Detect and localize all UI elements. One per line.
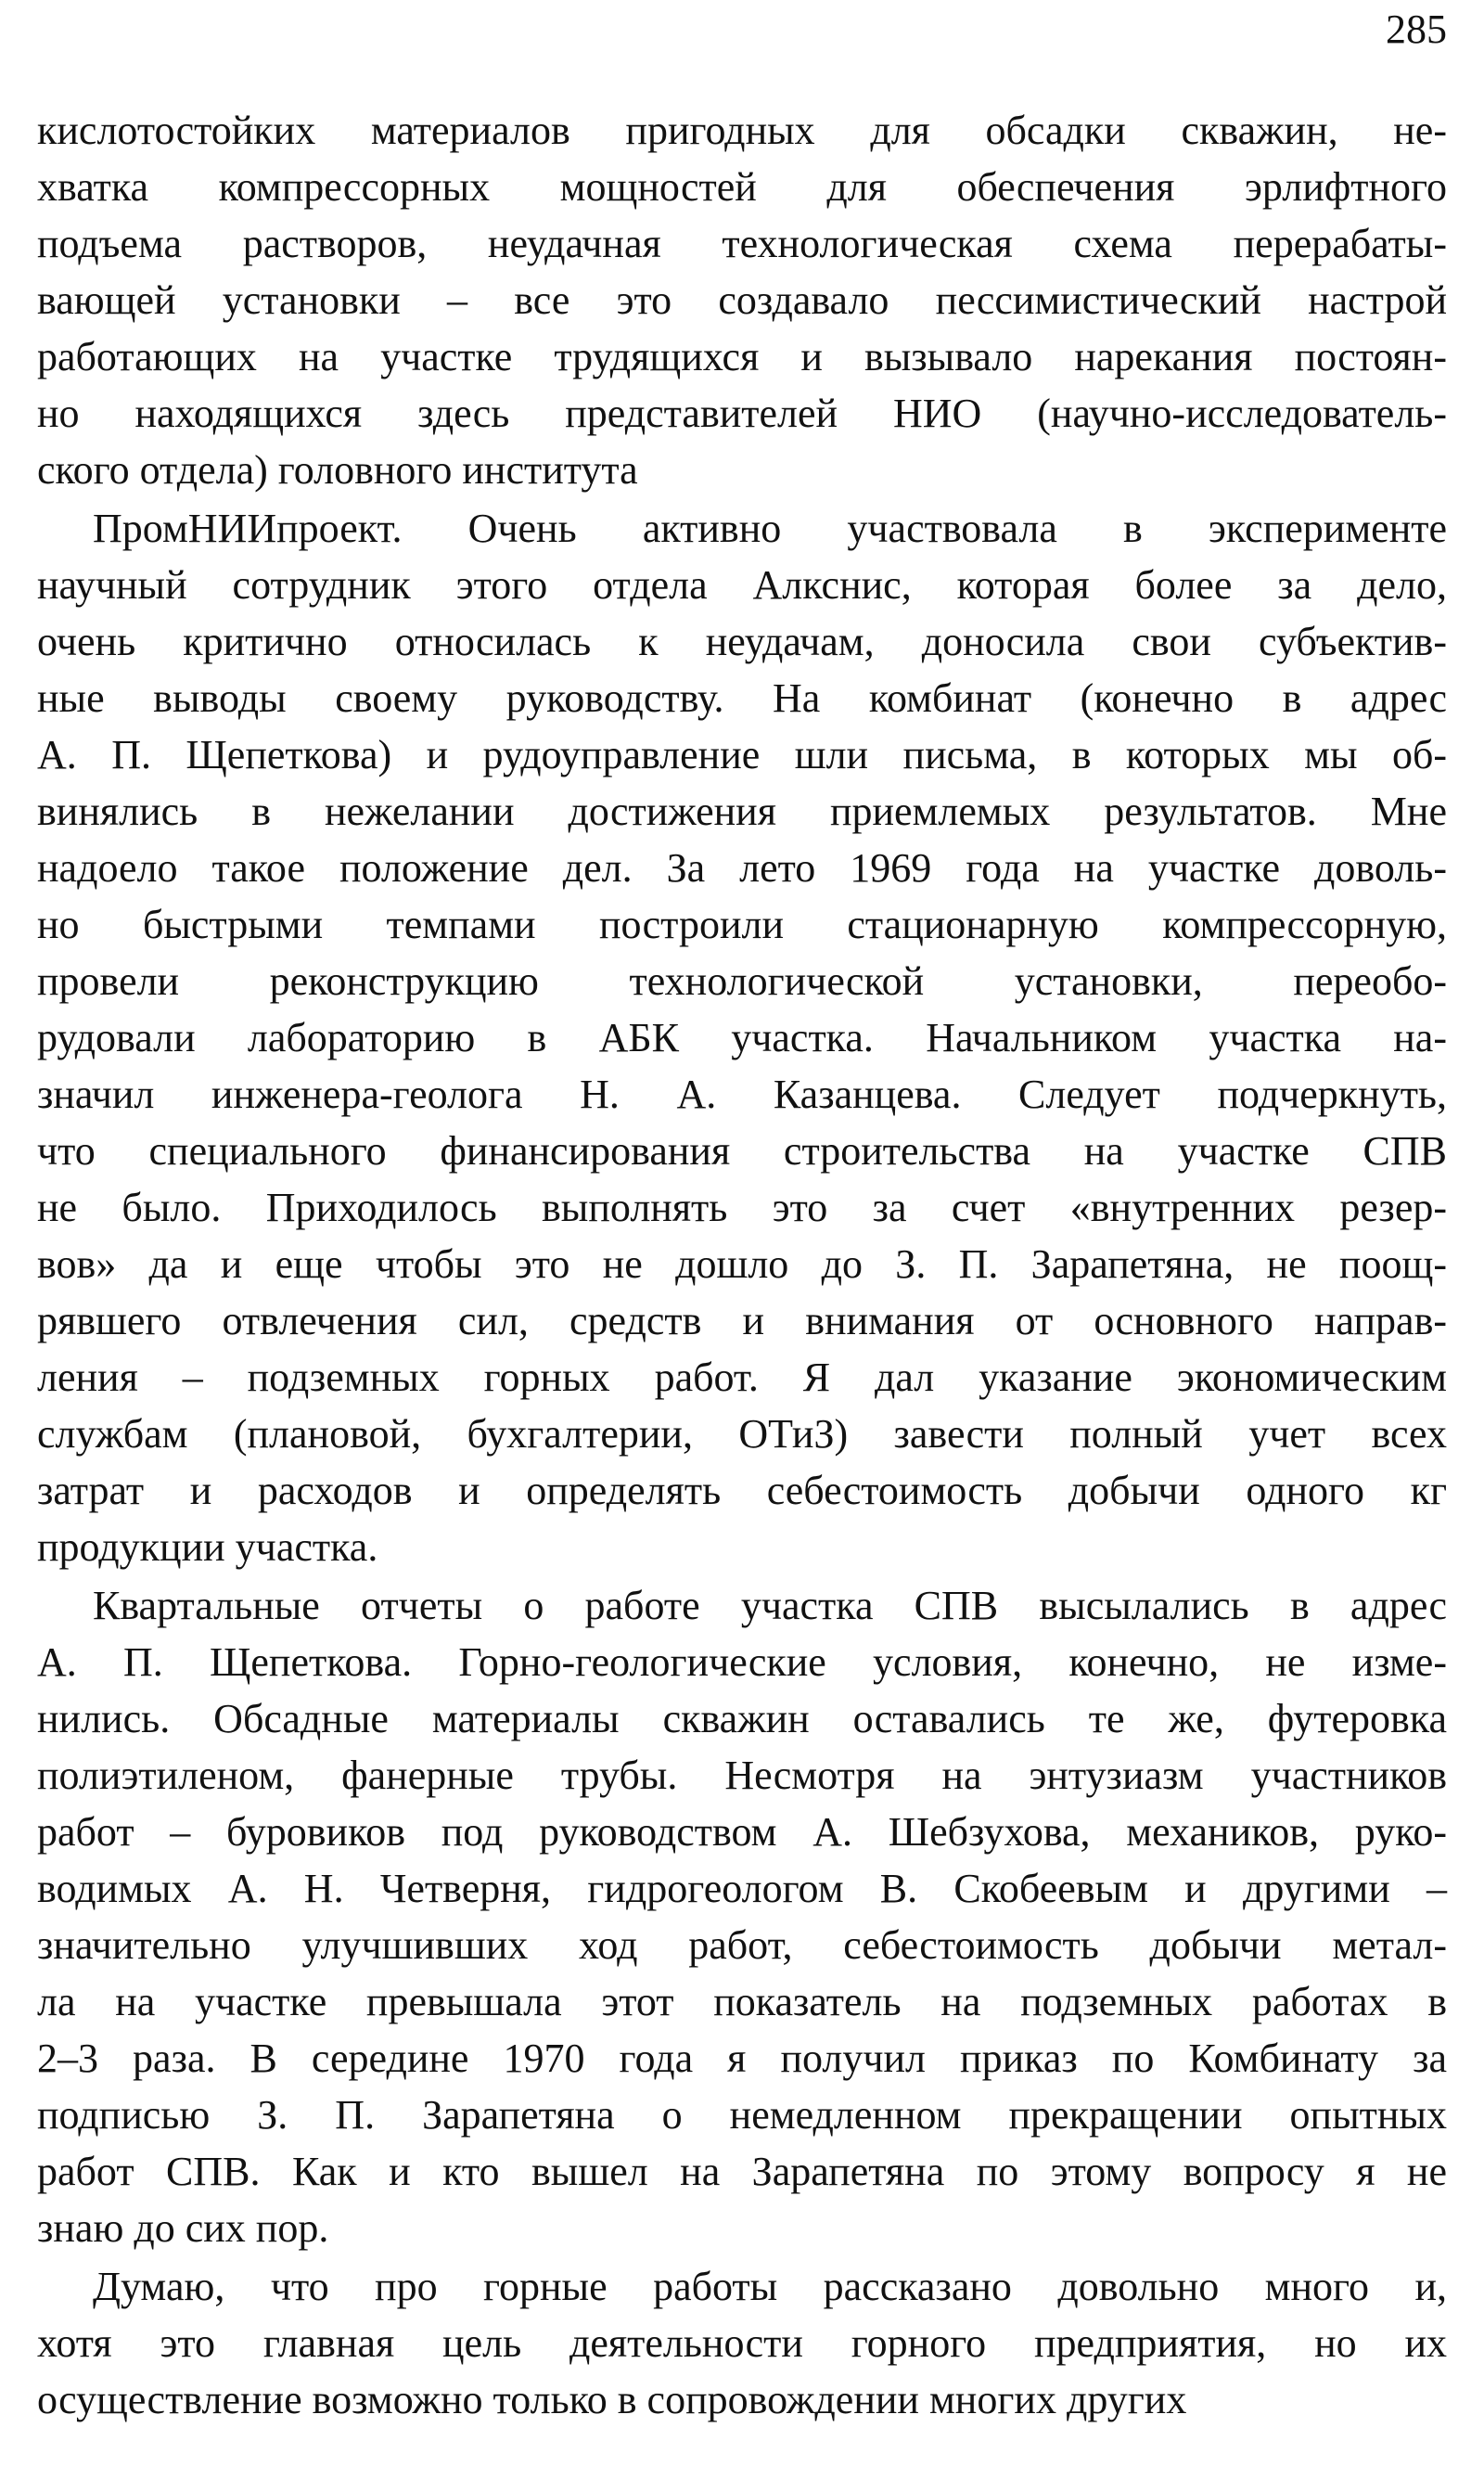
text-line: не было. Приходилось выполнять это за счет «внутренних резер- (37, 1185, 1447, 1230)
text-line: вающей установки – все это создавало пессимистический настрой (37, 277, 1447, 323)
text-line: ления – подземных горных работ. Я дал указание экономическим (37, 1355, 1447, 1400)
body-text (37, 102, 1447, 2428)
text-line: 2–3 раза. В середине 1970 года я получил приказ по Комбинату за (37, 2036, 1447, 2081)
text-line: надоело такое положение дел. За лето 1969 года на участке доволь- (37, 845, 1447, 891)
text-line: работающих на участке трудящихся и вызывало нарекания постоян- (37, 334, 1447, 379)
text-line: кислотостойких материалов пригодных для обсадки скважин, не- (37, 108, 1447, 153)
text-line: работ – буровиков под руководством А. Шебзухова, механиков, руко- (37, 1809, 1447, 1855)
text-line: ПромНИИпроект. Очень активно участвовала в эксперименте (93, 506, 1447, 551)
text-line: провели реконструкцию технологической установки, переобо- (37, 958, 1447, 1004)
text-line: значительно улучшивших ход работ, себестоимость добычи метал- (37, 1922, 1447, 1968)
text-line: рудовали лабораторию в АБК участка. Начальником участка на- (37, 1015, 1447, 1060)
paragraph (37, 500, 1447, 1575)
text-line: полиэтиленом, фанерные трубы. Несмотря на энтузиазм участников (37, 1753, 1447, 1798)
text-line: знаю до сих пор. (37, 2205, 329, 2251)
page-number: 285 (1386, 6, 1447, 52)
paragraph (37, 102, 1447, 498)
text-line: что специального финансирования строительства на участке СПВ (37, 1128, 1447, 1174)
text-line: рявшего отвлечения сил, средств и внимания от основного направ- (37, 1298, 1447, 1343)
text-line: но находящихся здесь представителей НИО (научно-исследователь- (37, 391, 1447, 436)
text-line: очень критично относилась к неудачам, доносила свои субъектив- (37, 619, 1447, 664)
text-line: ского отдела) головного института (37, 447, 638, 493)
text-line: водимых А. Н. Четверня, гидрогеологом В. Скобеевым и другими – (37, 1866, 1447, 1911)
text-line: хватка компрессорных мощностей для обеспечения эрлифтного (37, 164, 1447, 210)
text-line: но быстрыми темпами построили стационарную компрессорную, (37, 902, 1447, 947)
text-line: винялись в нежелании достижения приемлемых результатов. Мне (37, 789, 1447, 834)
text-line: продукции участка. (37, 1524, 378, 1570)
text-line: вов» да и еще чтобы это не дошло до З. П. Зарапетяна, не поощ- (37, 1241, 1447, 1287)
text-line: А. П. Щепеткова. Горно-геологические условия, конечно, не изме- (37, 1639, 1447, 1685)
text-line: нились. Обсадные материалы скважин оставались те же, футеровка (37, 1696, 1447, 1741)
paragraph (37, 1577, 1447, 2256)
text-line: работ СПВ. Как и кто вышел на Зарапетяна по этому вопросу я не (37, 2149, 1447, 2194)
text-line: подъема растворов, неудачная технологическая схема перерабаты- (37, 221, 1447, 266)
text-line: затрат и расходов и определять себестоимость добычи одного кг (37, 1468, 1447, 1513)
text-line: осуществление возможно только в сопровождении многих других (37, 2377, 1187, 2422)
text-line: службам (плановой, бухгалтерии, ОТиЗ) завести полный учет всех (37, 1411, 1447, 1457)
text-line: А. П. Щепеткова) и рудоуправление шли письма, в которых мы об- (37, 732, 1447, 777)
text-line: хотя это главная цель деятельности горного предприятия, но их (37, 2320, 1447, 2366)
paragraph (37, 2258, 1447, 2428)
text-line: научный сотрудник этого отдела Алкснис, которая более за дело, (37, 562, 1447, 608)
text-line: подписью З. П. Зарапетяна о немедленном прекращении опытных (37, 2092, 1447, 2138)
text-line: значил инженера-геолога Н. А. Казанцева. Следует подчеркнуть, (37, 1072, 1447, 1117)
text-line: ла на участке превышала этот показатель на подземных работах в (37, 1979, 1447, 2024)
text-line: ные выводы своему руководству. На комбинат (конечно в адрес (37, 675, 1447, 721)
text-line: Думаю, что про горные работы рассказано довольно много и, (93, 2264, 1447, 2309)
text-line: Квартальные отчеты о работе участка СПВ высылались в адрес (93, 1583, 1447, 1628)
